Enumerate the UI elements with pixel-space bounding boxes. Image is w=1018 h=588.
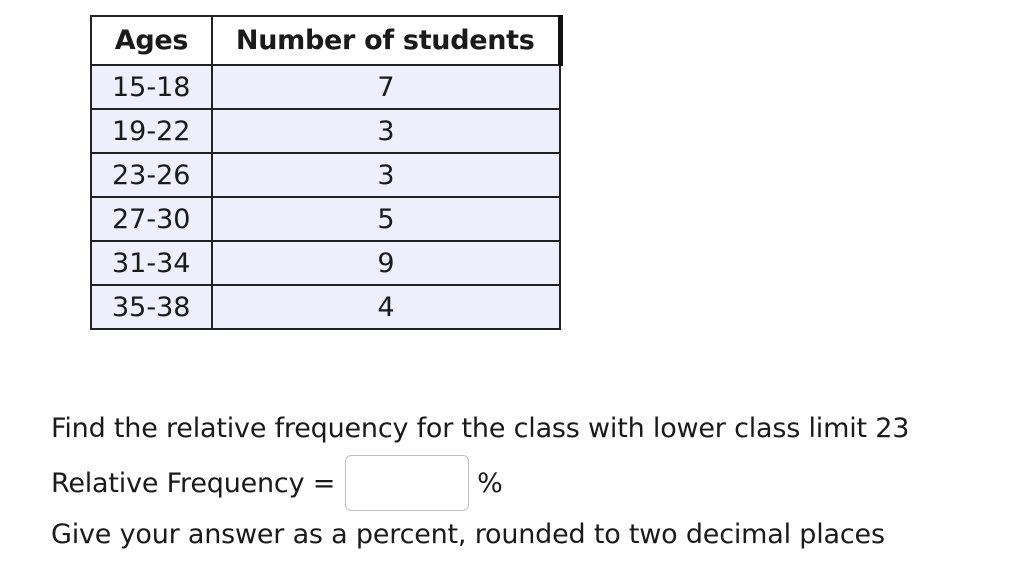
age-cell: 23-26 xyxy=(91,153,212,197)
students-cell: 7 xyxy=(212,65,560,109)
table-row xyxy=(91,65,560,109)
table-row xyxy=(91,197,560,241)
table-row xyxy=(91,153,560,197)
students-cell: 5 xyxy=(212,197,560,241)
students-cell: 3 xyxy=(212,109,560,153)
relative-frequency-label: Relative Frequency = xyxy=(51,467,336,499)
answer-row xyxy=(51,455,503,511)
table-row xyxy=(91,109,560,153)
age-cell: 31-34 xyxy=(91,241,212,285)
table-row xyxy=(91,285,560,329)
age-cell: 35-38 xyxy=(91,285,212,329)
question-prompt: Find the relative frequency for the class with lower class limit 23 xyxy=(51,413,910,444)
table-header-row xyxy=(91,16,560,65)
header-number-of-students: Number of students xyxy=(212,16,560,65)
answer-instructions: Give your answer as a percent, rounded to two decimal places xyxy=(51,519,885,550)
percent-unit-label: % xyxy=(477,467,503,499)
header-ages: Ages xyxy=(91,16,212,65)
students-cell: 4 xyxy=(212,285,560,329)
age-cell: 19-22 xyxy=(91,109,212,153)
frequency-table xyxy=(90,15,563,330)
students-cell: 9 xyxy=(212,241,560,285)
age-cell: 15-18 xyxy=(91,65,212,109)
table-row xyxy=(91,241,560,285)
age-cell: 27-30 xyxy=(91,197,212,241)
relative-frequency-input[interactable] xyxy=(345,455,469,511)
students-cell: 3 xyxy=(212,153,560,197)
